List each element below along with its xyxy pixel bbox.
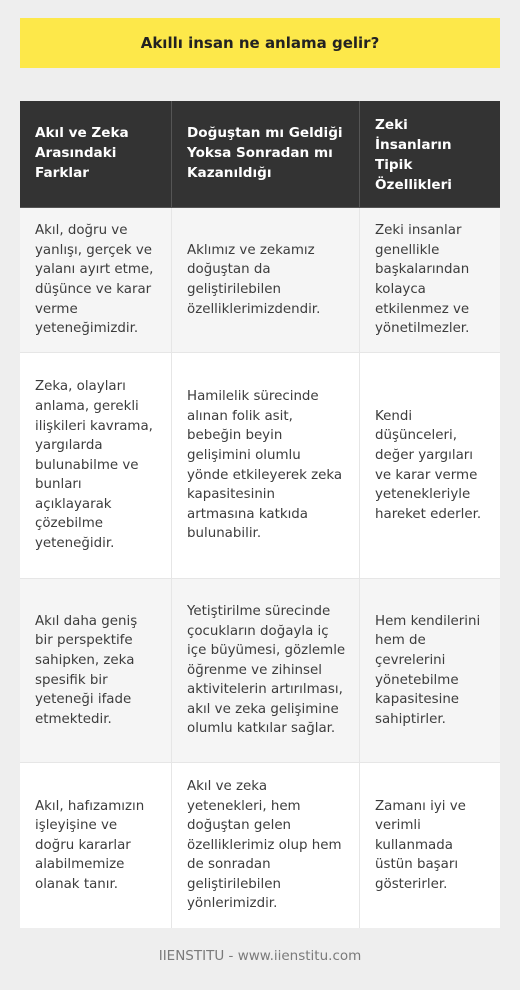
table-header-cell: Zeki İnsanların Tipik Özellikleri xyxy=(360,101,500,208)
comparison-table xyxy=(20,101,500,928)
table-header-cell: Akıl ve Zeka Arasındaki Farklar xyxy=(20,101,172,208)
page-title-banner xyxy=(20,18,500,68)
table-cell: Zeka, olayları anlama, gerekli ilişkileri kavrama, yargılarda bulunabilme ve bunları açıklayarak çözebilme yeteneğidir. xyxy=(20,353,172,579)
footer-credit: IIENSTITU - www.iienstitu.com xyxy=(158,948,362,964)
table-cell: Akıl ve zeka yetenekleri, hem doğuştan gelen özelliklerimiz olup hem de sonradan geliştirilebilen yönlerimizdir. xyxy=(172,763,360,928)
table-cell: Zeki insanlar genellikle başkalarından kolayca etkilenmez ve yönetilmezler. xyxy=(360,208,500,353)
page-title: Akıllı insan ne anlama gelir? xyxy=(140,34,380,52)
table-cell: Hamilelik sürecinde alınan folik asit, bebeğin beyin gelişimini olumlu yönde etkileyerek zeka kapasitesinin artmasına katkıda bulunabilir. xyxy=(172,353,360,579)
table-cell: Zamanı iyi ve verimli kullanmada üstün başarı gösterirler. xyxy=(360,763,500,928)
table-header-cell: Doğuştan mı Geldiği Yoksa Sonradan mı Kazanıldığı xyxy=(172,101,360,208)
table-cell: Akıl daha geniş bir perspektife sahipken, zeka spesifik bir yeteneği ifade etmektedir. xyxy=(20,579,172,763)
table-cell: Akıl, doğru ve yanlışı, gerçek ve yalanı ayırt etme, düşünce ve karar verme yeteneğimizdir. xyxy=(20,208,172,353)
table-cell: Kendi düşünceleri, değer yargıları ve karar verme yetenekleriyle hareket ederler. xyxy=(360,353,500,579)
table-cell: Akıl, hafızamızın işleyişine ve doğru kararlar alabilmemize olanak tanır. xyxy=(20,763,172,928)
table-cell: Yetiştirilme sürecinde çocukların doğayla iç içe büyümesi, gözlemle öğrenme ve zihinsel aktivitelerin artırılması, akıl ve zeka gelişimine olumlu katkılar sağlar. xyxy=(172,579,360,763)
table-cell: Aklımız ve zekamız doğuştan da geliştirilebilen özelliklerimizdendir. xyxy=(172,208,360,353)
table-cell: Hem kendilerini hem de çevrelerini yönetebilme kapasitesine sahiptirler. xyxy=(360,579,500,763)
